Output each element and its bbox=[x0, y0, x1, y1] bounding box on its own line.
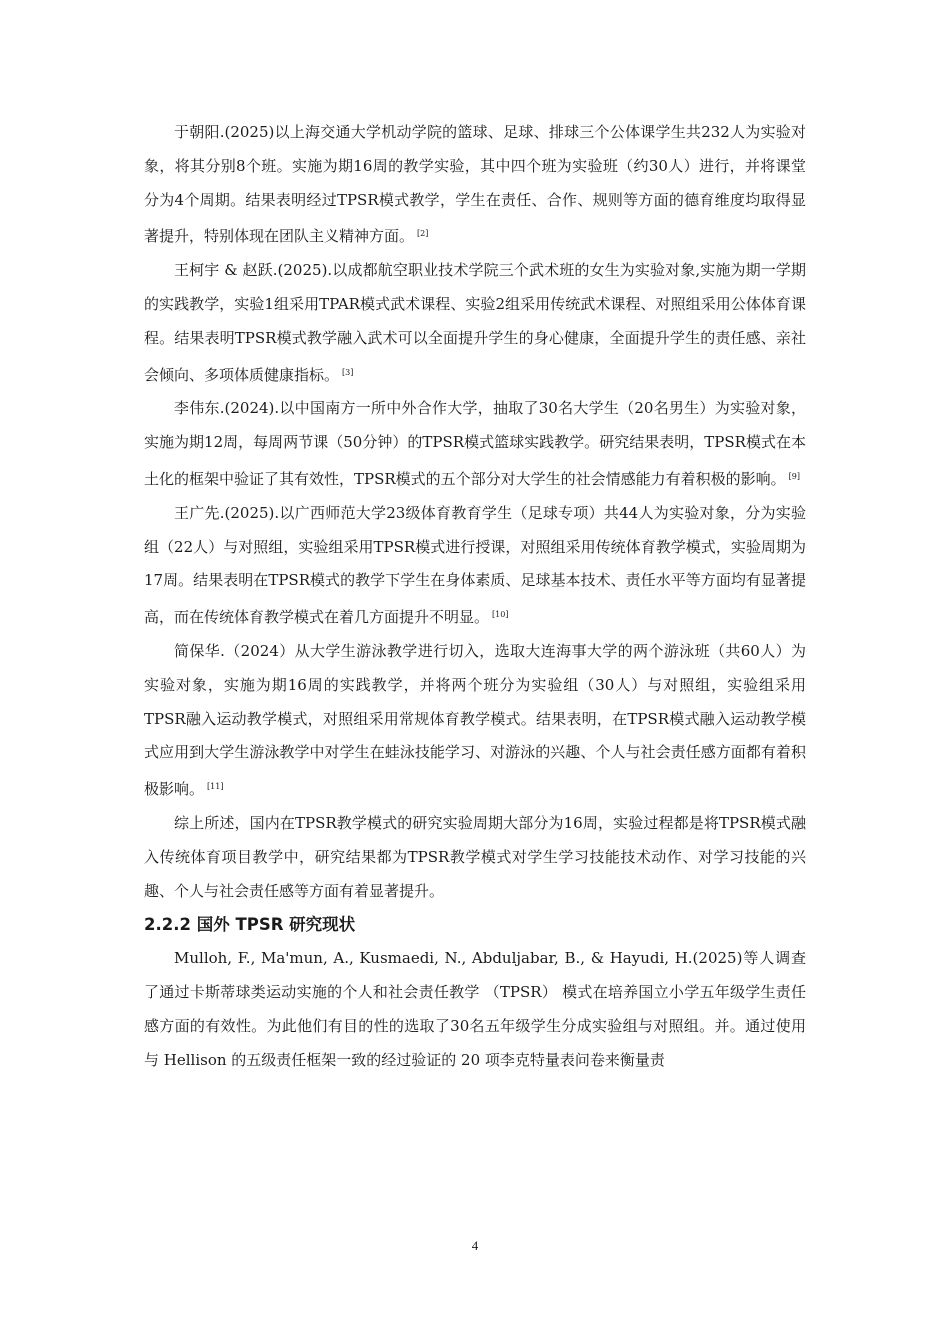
paragraph-li-weidong: 李伟东.(2024).以中国南方一所中外合作大学，抽取了30名大学生（20名男生）为实验对象，实施为期12周，每周两节课（50分钟）的TPSR模式篮球实践教学。研究结果表明，TPSR模式在本土化的框架中验证了其有效性，TPSR模式的五个部分对大学生的社会情感能力有着积极的影响。 [9] bbox=[144, 399, 806, 488]
paragraph-jian-baohua: 简保华.（2024）从大学生游泳教学进行切入，选取大连海事大学的两个游泳班（共60人）为实验对象，实施为期16周的实践教学，并将两个班分为实验组（30人）与对照组，实验组采用TPSR融入运动教学模式，对照组采用常规体育教学模式。结果表明，在TPSR模式融入运动教学模式应用到大学生游泳教学中对学生在蛙泳技能学习、对游泳的兴趣、个人与社会责任感方面都有着积极影响。 [11] bbox=[144, 641, 806, 799]
paragraph-wang-guangxian: 王广先.(2025).以广西师范大学23级体育教育学生（足球专项）共44人为实验对象，分为实验组（22人）与对照组，实验组采用TPSR模式进行授课，对照组采用传统体育教学模式，实验周期为17周。结果表明在TPSR模式的教学下学生在身体素质、足球基本技术、责任水平等方面均有显著提高，而在传统体育教学模式在着几方面提升不明显。 [10] bbox=[144, 503, 806, 627]
citation-3: [3] bbox=[342, 367, 354, 377]
citation-10: [10] bbox=[492, 610, 509, 620]
paragraph-wang-keyu: 王柯宇 & 赵跃.(2025).以成都航空职业技术学院三个武术班的女生为实验对象,实施为期一学期的实践教学，实验1组采用TPAR模式武术课程、实验2组采用传统武术课程、对照组采用公体体育课程。结果表明TPSR模式教学融入武术可以全面提升学生的身心健康，全面提升学生的责任感、亲社会倾向、多项体质健康指标。 [3] bbox=[144, 261, 806, 384]
section-heading: 2.2.2 国外 TPSR 研究现状 bbox=[144, 915, 356, 935]
paragraph-summary: 综上所述，国内在TPSR教学模式的研究实验周期大部分为16周，实验过程都是将TPSR模式融入传统体育项目教学中，研究结果都为TPSR教学模式对学生学习技能技术动作、对学习技能的兴趣、个人与社会责任感等方面有着显著提升。 bbox=[144, 813, 806, 900]
citation-11: [11] bbox=[207, 782, 224, 792]
page-number: 4 bbox=[471, 1238, 479, 1253]
body-text bbox=[144, 116, 806, 1077]
paragraph-yu-zhaoyang: 于朝阳.(2025)以上海交通大学机动学院的篮球、足球、排球三个公体课学生共232人为实验对象，将其分别8个班。实施为期16周的教学实验，其中四个班为实验班（约30人）进行，并将课堂分为4个周期。结果表明经过TPSR模式教学，学生在责任、合作、规则等方面的德育维度均取得显著提升，特别体现在团队主义精神方面。 [2] bbox=[144, 123, 806, 246]
citation-2: [2] bbox=[417, 229, 429, 239]
paragraph-mulloh: Mulloh, F., Ma'mun, A., Kusmaedi, N., Abduljabar, B., & Hayudi, H.(2025)等人调查了通过卡斯蒂球类运动实施的个人和社会责任教学 （TPSR） 模式在培养国立小学五年级学生责任感方面的有效性。为此他们有目的性的选取了30名五年级学生分成实验组与对照组。并。通过使用与 Hellison 的五级责任框架一致的经过验证的 20 项李克特量表问卷来衡量责 bbox=[144, 949, 806, 1069]
citation-9: [9] bbox=[788, 471, 801, 481]
